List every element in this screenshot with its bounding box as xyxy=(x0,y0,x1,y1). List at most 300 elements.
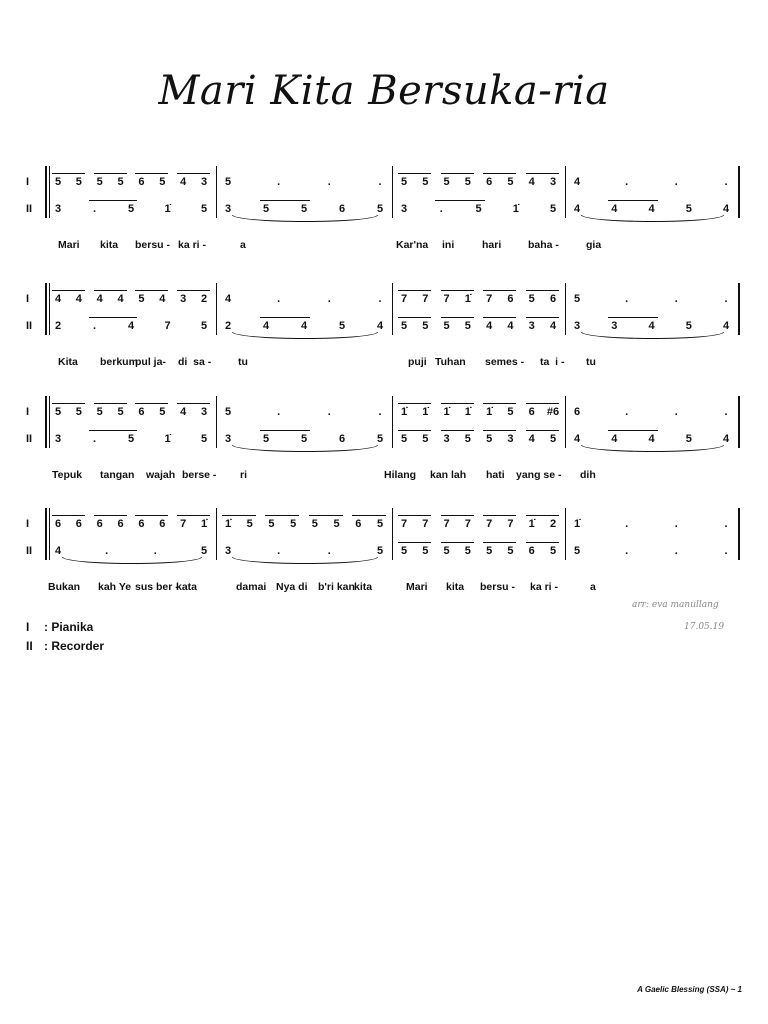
beam xyxy=(398,173,431,174)
note: . xyxy=(277,545,281,557)
note: . xyxy=(327,293,331,305)
slur xyxy=(232,215,378,222)
beam xyxy=(608,317,657,318)
legend-key: II xyxy=(26,639,33,653)
note: 4 xyxy=(648,433,655,445)
barline xyxy=(738,166,740,218)
note: . xyxy=(327,176,331,188)
note: 6 xyxy=(486,176,493,188)
note: 5 xyxy=(262,203,270,215)
lyric: puji xyxy=(408,356,427,368)
barline xyxy=(565,396,566,448)
note: 5 xyxy=(96,406,103,418)
beam xyxy=(483,403,516,404)
note: 6 xyxy=(96,518,103,530)
note: . xyxy=(277,293,281,305)
note: 1̇ xyxy=(224,518,232,530)
voice-label: II xyxy=(26,203,33,215)
note: . xyxy=(92,320,97,332)
note: 1̇ xyxy=(200,518,208,530)
beam xyxy=(441,403,474,404)
beam xyxy=(526,542,559,543)
note: . xyxy=(724,293,728,305)
barline xyxy=(565,508,566,560)
lyric: kita xyxy=(100,239,119,251)
note: 5 xyxy=(311,518,318,530)
barline xyxy=(738,283,740,335)
note: . xyxy=(153,545,157,557)
note: 5 xyxy=(685,320,692,332)
note: 5 xyxy=(127,203,135,215)
note: 7 xyxy=(400,518,408,530)
beam xyxy=(526,290,559,291)
note: 4 xyxy=(486,320,493,332)
slur xyxy=(232,557,378,564)
beam xyxy=(398,542,431,543)
beam xyxy=(177,403,210,404)
barline xyxy=(565,166,566,218)
note: 5 xyxy=(475,203,482,215)
note: 7 xyxy=(164,320,171,332)
note: 4 xyxy=(96,293,103,305)
note: 4 xyxy=(54,293,62,305)
beam xyxy=(94,403,127,404)
note: 5 xyxy=(400,433,408,445)
lyric: kita xyxy=(446,581,465,593)
lyric: di sa - xyxy=(178,356,212,368)
note: 5 xyxy=(224,176,232,188)
note: 5 xyxy=(224,406,232,418)
lyric: berse - xyxy=(182,469,217,481)
barline xyxy=(392,508,393,560)
note: 3 xyxy=(611,320,618,332)
legend-value: : Recorder xyxy=(44,639,105,653)
lyric: tu xyxy=(586,356,596,368)
note: 5 xyxy=(464,320,471,332)
beam xyxy=(483,430,516,431)
beam xyxy=(526,173,559,174)
beam xyxy=(89,200,138,201)
note: 4 xyxy=(722,433,730,445)
lyric: ri xyxy=(240,469,248,481)
note: 6 xyxy=(159,518,166,530)
lyric: kan lah xyxy=(430,469,467,481)
beam xyxy=(608,430,657,431)
note: 3 xyxy=(180,293,187,305)
beam xyxy=(352,515,386,516)
note: 6 xyxy=(75,518,82,530)
note: 4 xyxy=(75,293,82,305)
beam xyxy=(52,403,85,404)
note: 3 xyxy=(573,320,581,332)
note: . xyxy=(625,176,629,188)
slur xyxy=(62,557,202,564)
note: 6 xyxy=(355,518,362,530)
note: 4 xyxy=(180,406,187,418)
note: 3 xyxy=(443,433,450,445)
note: 4 xyxy=(159,293,166,305)
note: 6 xyxy=(138,406,145,418)
note: . xyxy=(92,203,97,215)
beam xyxy=(260,430,310,431)
beam xyxy=(526,430,559,431)
note: 6 xyxy=(528,545,535,557)
note: 6 xyxy=(54,518,62,530)
barline xyxy=(216,508,217,560)
note: 5 xyxy=(573,293,581,305)
note: 3 xyxy=(400,203,408,215)
note: . xyxy=(92,433,97,445)
lyric: Mari xyxy=(406,581,428,593)
barline xyxy=(392,283,393,335)
note: 5 xyxy=(549,433,557,445)
note: . xyxy=(327,545,331,557)
slur xyxy=(581,332,724,339)
beam xyxy=(398,515,431,516)
note: 4 xyxy=(611,433,618,445)
note: 6 xyxy=(507,293,514,305)
lyric: pul ja- xyxy=(135,356,166,368)
note: . xyxy=(327,406,331,418)
note: 5 xyxy=(422,176,429,188)
note: . xyxy=(378,293,382,305)
note: 6 xyxy=(528,406,535,418)
beam xyxy=(526,515,559,516)
score-system xyxy=(0,166,768,276)
note: 4 xyxy=(300,320,308,332)
beam xyxy=(483,542,516,543)
barline xyxy=(216,283,217,335)
beam xyxy=(177,515,210,516)
barline xyxy=(216,396,217,448)
lyric: hari xyxy=(482,239,502,251)
note: 7 xyxy=(422,518,429,530)
note: 4 xyxy=(722,320,730,332)
note: 5 xyxy=(549,203,557,215)
page-footer: A Gaelic Blessing (SSA) ~ 1 xyxy=(637,985,742,994)
beam xyxy=(265,515,299,516)
beam xyxy=(441,290,474,291)
note: 5 xyxy=(200,545,208,557)
beam xyxy=(89,317,138,318)
beam xyxy=(441,430,474,431)
note: 5 xyxy=(507,176,514,188)
note: 5 xyxy=(685,203,692,215)
barline xyxy=(45,396,47,448)
note: 7 xyxy=(464,518,471,530)
note: 6 xyxy=(117,518,124,530)
note: . xyxy=(724,518,728,530)
note: 1̇ xyxy=(164,203,171,215)
lyric: hati xyxy=(486,469,505,481)
note: 5 xyxy=(507,406,514,418)
note: 5 xyxy=(300,203,308,215)
note: . xyxy=(674,293,678,305)
note: 5 xyxy=(376,545,384,557)
beam xyxy=(177,290,210,291)
note: 1̇ xyxy=(443,406,450,418)
note: 5 xyxy=(159,406,166,418)
note: 7 xyxy=(486,518,493,530)
note: 6 xyxy=(338,433,346,445)
barline xyxy=(738,396,740,448)
note: 6 xyxy=(549,293,557,305)
lyric: dih xyxy=(580,469,596,481)
note: 4 xyxy=(117,293,124,305)
lyric: gia xyxy=(586,239,602,251)
note: 1̇ xyxy=(512,203,519,215)
note: . xyxy=(625,518,629,530)
lyric: Tuhan xyxy=(435,356,466,368)
arranger-credit: arr: eva manullang xyxy=(632,600,719,610)
note: 5 xyxy=(422,433,429,445)
barline xyxy=(216,166,217,218)
note: 4 xyxy=(722,203,730,215)
note: 5 xyxy=(422,545,429,557)
note: 4 xyxy=(507,320,514,332)
beam xyxy=(398,430,431,431)
beam xyxy=(309,515,343,516)
score-system xyxy=(0,283,768,393)
beam xyxy=(52,515,85,516)
page-title: Mari Kita Bersuka-ria xyxy=(158,68,610,114)
beam xyxy=(441,173,474,174)
note: 7 xyxy=(422,293,429,305)
lyric: semes - xyxy=(485,356,525,368)
beam xyxy=(483,515,516,516)
note: 5 xyxy=(528,293,535,305)
note: 4 xyxy=(127,320,135,332)
note: 5 xyxy=(200,203,208,215)
note: 5 xyxy=(96,176,103,188)
lyric: Kar'na xyxy=(396,239,429,251)
lyric: a xyxy=(240,239,246,251)
lyric: ka ri - xyxy=(178,239,207,251)
beam xyxy=(435,200,484,201)
note: 5 xyxy=(117,176,124,188)
note: 1̇ xyxy=(400,406,408,418)
note: 5 xyxy=(422,320,429,332)
note: 1̇ xyxy=(164,433,171,445)
note: . xyxy=(625,293,629,305)
note: 5 xyxy=(400,176,408,188)
lyric: Hilang xyxy=(384,469,417,481)
beam xyxy=(177,173,210,174)
beam xyxy=(398,403,431,404)
beam xyxy=(441,542,474,543)
note: 1̇ xyxy=(486,406,493,418)
lyric: Tepuk xyxy=(52,469,83,481)
lyric: ka ri - xyxy=(530,581,559,593)
note: 5 xyxy=(159,176,166,188)
lyric: kita xyxy=(354,581,373,593)
note: . xyxy=(674,518,678,530)
note: 5 xyxy=(262,433,270,445)
note: 7 xyxy=(443,518,450,530)
beam xyxy=(94,515,127,516)
beam xyxy=(441,515,474,516)
legend-voice-2 xyxy=(26,639,104,653)
date-credit: 17.05.19 xyxy=(684,622,725,632)
lyric: berkum xyxy=(100,356,138,368)
lyric: tangan xyxy=(100,469,135,481)
note: 5 xyxy=(464,545,471,557)
barline xyxy=(45,166,47,218)
slur xyxy=(581,445,724,452)
slur xyxy=(581,215,724,222)
note: 3 xyxy=(528,320,535,332)
note: 1̇ xyxy=(422,406,429,418)
note: 6 xyxy=(573,406,581,418)
beam xyxy=(222,515,256,516)
note: 4 xyxy=(648,320,655,332)
legend-key: I xyxy=(26,620,30,634)
note: 1̇ xyxy=(464,406,471,418)
note: . xyxy=(724,176,728,188)
note: 5 xyxy=(400,545,408,557)
note: 5 xyxy=(464,433,471,445)
barline xyxy=(45,283,47,335)
barline xyxy=(565,283,566,335)
note: 3 xyxy=(507,433,514,445)
note: . xyxy=(674,406,678,418)
note: 5 xyxy=(507,545,514,557)
lyric: baha - xyxy=(528,239,559,251)
note: 5 xyxy=(54,176,62,188)
beam xyxy=(526,317,559,318)
beam xyxy=(526,403,559,404)
note: 5 xyxy=(75,406,82,418)
note: 5 xyxy=(127,433,135,445)
note: . xyxy=(625,406,629,418)
note: 4 xyxy=(262,320,270,332)
note: 4 xyxy=(573,176,581,188)
lyric: Kita xyxy=(58,356,78,368)
note: 5 xyxy=(200,320,208,332)
note: 4 xyxy=(648,203,655,215)
note: 6 xyxy=(138,518,145,530)
note: 3 xyxy=(224,433,232,445)
note: 4 xyxy=(376,320,384,332)
beam xyxy=(89,430,138,431)
note: 1̇ xyxy=(528,518,535,530)
note: 5 xyxy=(75,176,82,188)
note: 5 xyxy=(376,203,384,215)
note: 4 xyxy=(528,176,535,188)
beam xyxy=(94,290,127,291)
beam xyxy=(52,290,85,291)
note: 5 xyxy=(246,518,253,530)
beam xyxy=(135,403,168,404)
legend-value: : Pianika xyxy=(44,620,94,634)
beam xyxy=(260,200,310,201)
lyric: Bukan xyxy=(48,581,81,593)
slur xyxy=(232,445,378,452)
beam xyxy=(52,173,85,174)
note: 3 xyxy=(54,203,62,215)
note: 5 xyxy=(54,406,62,418)
beam xyxy=(135,515,168,516)
voice-label: I xyxy=(26,406,30,418)
note: 5 xyxy=(486,545,493,557)
voice-label: I xyxy=(26,293,30,305)
voice-label: I xyxy=(26,518,30,530)
beam xyxy=(483,173,516,174)
note: . xyxy=(674,545,678,557)
beam xyxy=(135,173,168,174)
note: 4 xyxy=(611,203,618,215)
lyric: Nya di xyxy=(276,581,308,593)
note: 5 xyxy=(117,406,124,418)
beam xyxy=(398,290,431,291)
note: 2 xyxy=(54,320,62,332)
beam xyxy=(483,290,516,291)
voice-label: II xyxy=(26,545,33,557)
note: . xyxy=(674,176,678,188)
lyric: a xyxy=(590,581,596,593)
legend-voice-1 xyxy=(26,620,93,634)
beam xyxy=(483,317,516,318)
note: . xyxy=(277,176,281,188)
lyric: Mari xyxy=(58,239,80,251)
note: 5 xyxy=(376,433,384,445)
note: . xyxy=(439,203,443,215)
beam xyxy=(94,173,127,174)
lyric: yang se - xyxy=(516,469,562,481)
note: . xyxy=(277,406,281,418)
note: 2 xyxy=(549,518,557,530)
note: #6 xyxy=(546,406,560,418)
note: 1̇ xyxy=(464,293,471,305)
voice-label: I xyxy=(26,176,30,188)
note: 5 xyxy=(573,545,581,557)
lyric: tu xyxy=(238,356,248,368)
note: 5 xyxy=(549,545,557,557)
note: 5 xyxy=(685,433,692,445)
voice-label: II xyxy=(26,320,33,332)
note: 2 xyxy=(224,320,232,332)
lyric: damai xyxy=(236,581,267,593)
note: 1̇ xyxy=(573,518,581,530)
note: . xyxy=(378,406,382,418)
note: 4 xyxy=(54,545,62,557)
note: 5 xyxy=(443,320,450,332)
note: 5 xyxy=(376,518,384,530)
note: 3 xyxy=(54,433,62,445)
barline xyxy=(738,508,740,560)
note: 3 xyxy=(224,545,232,557)
note: 4 xyxy=(528,433,535,445)
note: . xyxy=(378,176,382,188)
note: 7 xyxy=(180,518,187,530)
note: 4 xyxy=(224,293,232,305)
note: . xyxy=(105,545,109,557)
note: 5 xyxy=(443,545,450,557)
barline xyxy=(45,508,47,560)
note: 4 xyxy=(573,433,581,445)
voice-label: II xyxy=(26,433,33,445)
note: 6 xyxy=(338,203,346,215)
lyric: kah Ye xyxy=(98,581,132,593)
lyric: kata xyxy=(176,581,198,593)
note: 4 xyxy=(549,320,557,332)
lyric: sus ber - xyxy=(135,581,179,593)
beam xyxy=(135,290,168,291)
slur xyxy=(232,332,378,339)
score-system xyxy=(0,396,768,506)
note: 6 xyxy=(138,176,145,188)
note: 5 xyxy=(138,293,145,305)
